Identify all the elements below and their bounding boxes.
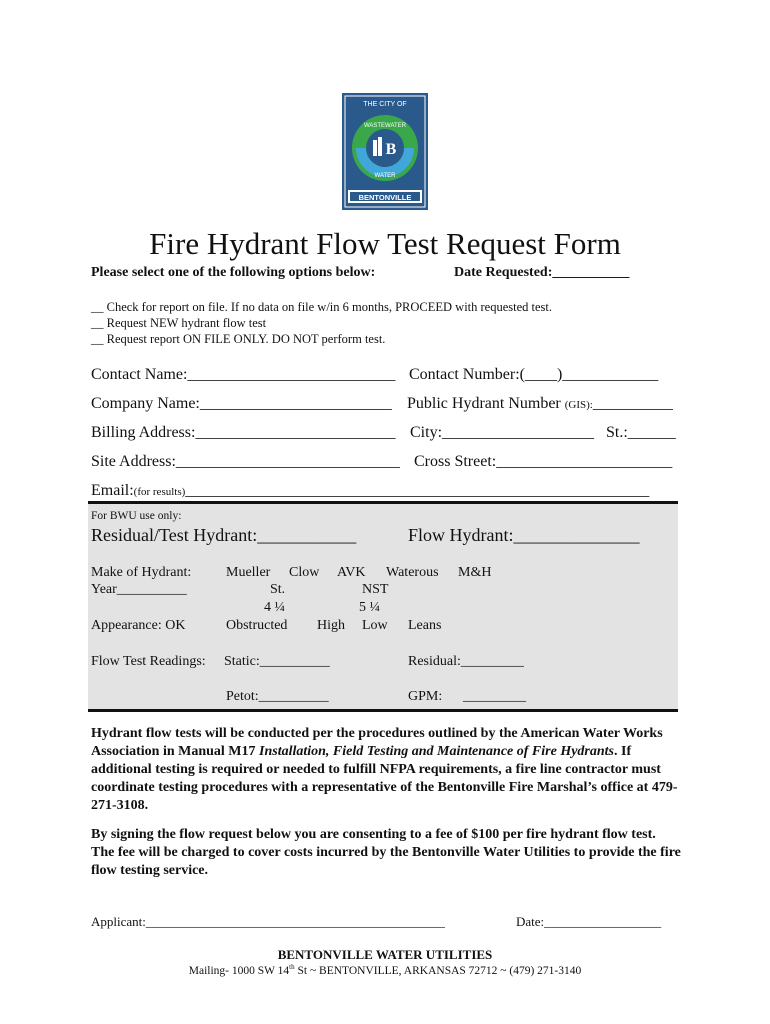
contact-number-field[interactable]: Contact Number:(____)____________ <box>409 366 659 383</box>
option-new-test[interactable]: __ Request NEW hydrant flow test <box>91 316 267 330</box>
make-mh[interactable]: M&H <box>458 565 492 580</box>
date-requested[interactable]: Date Requested:___________ <box>454 265 630 280</box>
footer-org: BENTONVILLE WATER UTILITIES <box>277 947 493 962</box>
cross-street-field[interactable]: Cross Street:______________________ <box>414 453 673 470</box>
appearance-label: Appearance: OK <box>91 618 186 633</box>
appearance-low[interactable]: Low <box>362 618 388 633</box>
gis-line: __________ <box>592 395 673 412</box>
public-hydrant-field[interactable] <box>407 395 673 413</box>
make-avk[interactable]: AVK <box>337 565 366 580</box>
gpm-label: GPM: <box>408 689 443 704</box>
footer-mailing <box>0 963 770 977</box>
contact-name-field[interactable]: Contact Name:__________________________ <box>91 366 396 383</box>
static-field[interactable]: Static:__________ <box>224 654 330 669</box>
option-report-on-file[interactable]: __ Request report ON FILE ONLY. DO NOT perform test. <box>91 332 386 346</box>
gpm-field[interactable]: _________ <box>463 689 526 704</box>
email-line: __________________________________________________________ <box>185 482 650 499</box>
thread-nst[interactable]: NST <box>362 582 389 597</box>
petot-field[interactable]: Petot:__________ <box>226 689 329 704</box>
email-note: (for results) <box>133 486 186 498</box>
date-field[interactable]: Date:__________________ <box>516 914 662 929</box>
procedures-paragraph <box>91 725 681 815</box>
fee-paragraph: By signing the flow request below you are consenting to a fee of $100 per fire hydrant flow test. The fee will be charged to cover costs incurred by the Bentonville Water Utilities to provide the fire flow testing service. <box>91 827 681 878</box>
procedures-text-2: . If additional testing is required or needed to fulfill NFPA requirements, a fire line contractor must coordinate testing procedures with a representative of the Bentonville Fire Marshal’s office at 479-271-3108. <box>91 744 678 813</box>
section-bottom-rule <box>88 709 678 712</box>
residual-hydrant-field[interactable]: Residual/Test Hydrant:___________ <box>91 525 357 545</box>
flow-readings-label: Flow Test Readings: <box>91 654 206 669</box>
city-water-logo <box>342 93 428 210</box>
footer-sup: th <box>289 963 295 971</box>
logo-arc-bottom: WATER <box>374 173 396 179</box>
logo-top-text: THE CITY OF <box>363 101 407 108</box>
footer-mailing-post: St ~ BENTONVILLE, ARKANSAS 72712 ~ (479) 271-3140 <box>294 964 582 977</box>
appearance-leans[interactable]: Leans <box>408 618 442 633</box>
make-mueller[interactable]: Mueller <box>226 565 271 580</box>
state-field[interactable]: St.:______ <box>606 424 676 441</box>
size-4-quarter[interactable]: 4 ¼ <box>264 600 285 615</box>
options-heading: Please select one of the following options below: <box>91 265 376 280</box>
appearance-high[interactable]: High <box>317 618 345 633</box>
email-field[interactable] <box>91 482 649 500</box>
site-address-field[interactable]: Site Address:____________________________ <box>91 453 400 470</box>
gis-label: (GIS): <box>564 399 593 411</box>
applicant-field[interactable]: Applicant:______________________________________________ <box>91 914 445 929</box>
logo-arc-top: WASTEWATER <box>363 123 407 129</box>
billing-address-field[interactable]: Billing Address:_________________________ <box>91 424 396 441</box>
year-field[interactable]: Year__________ <box>91 582 187 597</box>
procedures-text-1: Hydrant flow tests will be conducted per the procedures outlined by the American Water Works Association in Manual M17 <box>91 726 663 759</box>
company-name-field[interactable]: Company Name:________________________ <box>91 395 392 412</box>
make-waterous[interactable]: Waterous <box>386 565 439 580</box>
option-check-report[interactable]: __ Check for report on file. If no data on file w/in 6 months, PROCEED with requested test. <box>91 300 553 314</box>
bwu-heading: For BWU use only: <box>91 510 182 522</box>
email-label: Email: <box>91 482 134 499</box>
make-label: Make of Hydrant: <box>91 565 192 580</box>
public-hydrant-label: Public Hydrant Number <box>407 395 561 412</box>
footer-mailing-pre: Mailing- 1000 SW 14 <box>188 964 290 977</box>
page-title: Fire Hydrant Flow Test Request Form <box>149 226 621 261</box>
size-5-quarter[interactable]: 5 ¼ <box>359 600 380 615</box>
logo-bottom-text: BENTONVILLE <box>358 193 412 202</box>
city-field[interactable]: City:___________________ <box>410 424 595 441</box>
thread-st[interactable]: St. <box>270 582 286 597</box>
section-top-rule <box>88 501 678 504</box>
procedures-manual-title: Installation, Field Testing and Maintenance of Fire Hydrants <box>259 744 614 759</box>
residual-field[interactable]: Residual:_________ <box>408 654 524 669</box>
appearance-obstructed[interactable]: Obstructed <box>226 618 288 633</box>
flow-hydrant-field[interactable]: Flow Hydrant:______________ <box>408 525 640 545</box>
make-clow[interactable]: Clow <box>289 565 320 580</box>
logo-letter: B <box>385 141 397 158</box>
